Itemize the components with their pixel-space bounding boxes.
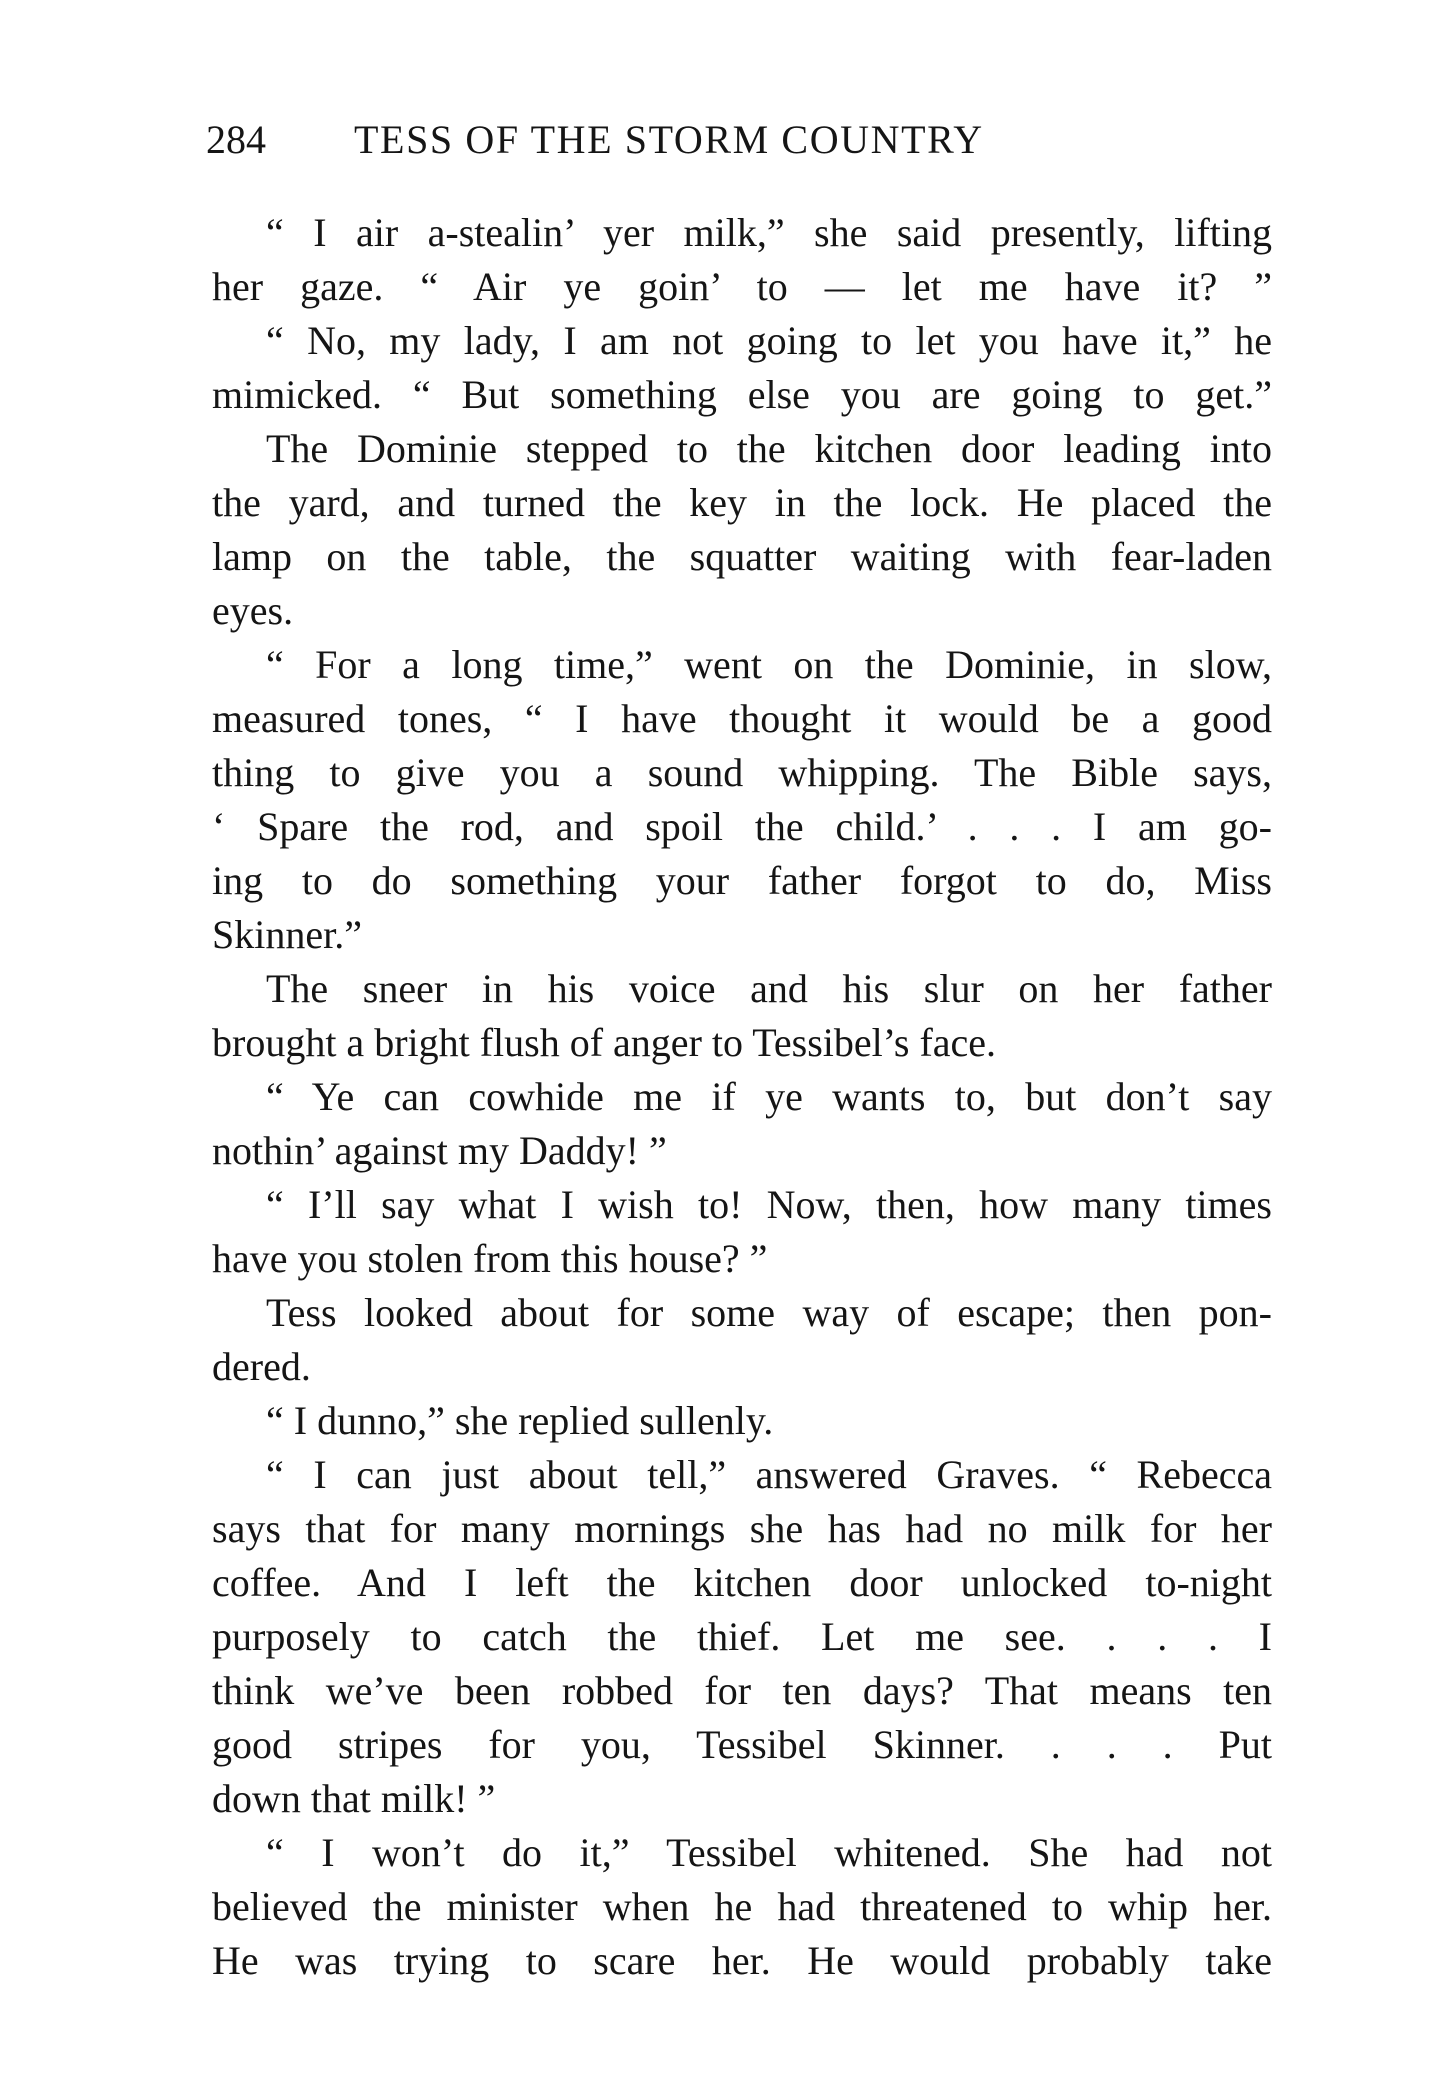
text-line: says that for many mornings she has had no milk for her [212, 1506, 1272, 1551]
text-line: good stripes for you, Tessibel Skinner. . . . Put [212, 1722, 1272, 1767]
text-line: “ I dunno,” she replied sullenly. [266, 1398, 774, 1443]
text-line: “ I’ll say what I wish to! Now, then, how many times [266, 1182, 1272, 1227]
page-number: 284 [206, 117, 266, 162]
text-line: coffee. And I left the kitchen door unlocked to-night [212, 1560, 1272, 1605]
text-line: “ I won’t do it,” Tessibel whitened. She had not [266, 1830, 1272, 1875]
text-line: “ I can just about tell,” answered Graves. “ Rebecca [266, 1452, 1272, 1497]
text-line: Tess looked about for some way of escape; then pon- [266, 1290, 1272, 1335]
text-line: “ For a long time,” went on the Dominie, in slow, [266, 642, 1272, 687]
text-line: thing to give you a sound whipping. The Bible says, [212, 750, 1272, 795]
text-line: dered. [212, 1344, 311, 1389]
text-line: believed the minister when he had threatened to whip her. [212, 1884, 1272, 1929]
body-text [212, 206, 1272, 1988]
text-line: think we’ve been robbed for ten days? That means ten [212, 1668, 1272, 1713]
text-line: ‘ Spare the rod, and spoil the child.’ . . . I am go- [212, 804, 1272, 849]
text-line: Skinner.” [212, 912, 362, 957]
running-title: TESS OF THE STORM COUNTRY [354, 117, 984, 162]
text-line: lamp on the table, the squatter waiting with fear-laden [212, 534, 1272, 579]
text-line: mimicked. “ But something else you are going to get.” [212, 372, 1272, 417]
text-line: the yard, and turned the key in the lock. He placed the [212, 480, 1272, 525]
text-line: measured tones, “ I have thought it would be a good [212, 696, 1272, 741]
running-head [206, 112, 1286, 172]
text-line: brought a bright flush of anger to Tessibel’s face. [212, 1020, 997, 1065]
text-line: eyes. [212, 588, 294, 633]
text-line: “ I air a-stealin’ yer milk,” she said presently, lifting [266, 210, 1272, 255]
text-line: down that milk! ” [212, 1776, 496, 1821]
text-line: The sneer in his voice and his slur on her father [266, 966, 1272, 1011]
text-line: He was trying to scare her. He would probably take [212, 1938, 1272, 1983]
text-line: purposely to catch the thief. Let me see. . . . I [212, 1614, 1272, 1659]
text-line: “ No, my lady, I am not going to let you have it,” he [266, 318, 1272, 363]
text-line: nothin’ against my Daddy! ” [212, 1128, 667, 1173]
text-line: The Dominie stepped to the kitchen door leading into [266, 426, 1272, 471]
text-line: “ Ye can cowhide me if ye wants to, but don’t say [266, 1074, 1272, 1119]
text-line: have you stolen from this house? ” [212, 1236, 768, 1281]
text-line: ing to do something your father forgot to do, Miss [212, 858, 1272, 903]
text-line: her gaze. “ Air ye goin’ to — let me have it? ” [212, 264, 1272, 309]
